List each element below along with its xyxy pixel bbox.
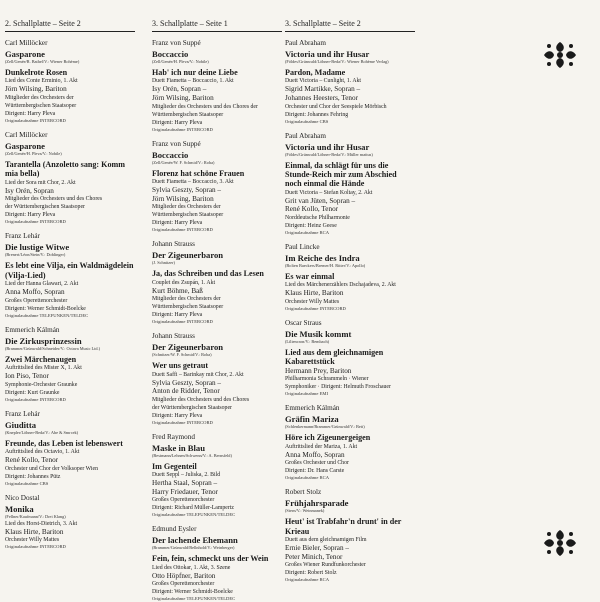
ensemble-line: Mitglieder des Orchesters der: [152, 296, 221, 303]
composer-name: Franz von Suppé: [152, 39, 201, 47]
track-entry: [152, 39, 282, 133]
recording-label: Originalaufnahme INTERCORD: [152, 419, 213, 425]
operetta-title: Boccaccio: [152, 149, 189, 160]
performer: Hermann Prey, Bariton: [285, 366, 352, 375]
track-title: Tarantella (Anzoletto sang: Komm mia bella): [5, 160, 125, 179]
track-title: Freunde, das Leben ist lebenswert: [5, 438, 123, 448]
recording-label: Originalaufnahme INTERCORD: [152, 126, 213, 132]
track-entry: [5, 39, 135, 124]
track-entry: [285, 243, 415, 312]
track-title: Höre ich Zigeunergeigen: [285, 433, 371, 443]
track-entry: [285, 404, 415, 481]
publisher-credit: (Schlenkermann/Brammer/Grünwald/V.: Bett): [285, 424, 365, 430]
performer: René Kollo, Tenor: [285, 205, 339, 214]
track-title: Fein, fein, schmeckt uns der Wein: [152, 554, 269, 564]
ensemble-line: Württembergischen Staatsoper: [152, 212, 224, 219]
track-title: Ja, das Schreiben und das Lesen: [152, 269, 264, 279]
operetta-title: Der Zigeunerbaron: [152, 342, 224, 353]
performer: Klaus Hirte, Bariton: [5, 527, 64, 536]
track-description: Lied des Horst-Dietrich, 3. Akt: [5, 520, 78, 527]
ensemble-line: Mitglieder des Orchesters der: [152, 204, 221, 211]
ensemble-line: Großes Orchester und Chor: [285, 460, 349, 467]
publisher-credit: (Bolten Baeckers/Bremer/H. Ritter/V.: Apollo): [285, 263, 366, 268]
ensemble-line: Württembergischen Staatsoper: [152, 111, 224, 118]
publisher-credit: (Fellner/Kaufmann/V.: Drei Klang): [5, 513, 66, 519]
publisher-credit: (Zell/Genée/H. Pleva/V.: Nobile): [152, 59, 209, 64]
operetta-title: Die Zirkusprinzessin: [5, 335, 82, 346]
operetta-title: Victoria und ihr Husar: [285, 141, 370, 152]
ensemble-line: Philharmonia Schrammeln · Wiener: [285, 376, 369, 383]
operetta-title: Der Zigeunerbaron: [152, 250, 224, 261]
ensemble-line: Großes Operettenorchester: [152, 581, 215, 588]
publisher-credit: (Brammer/Grünwald/Schneider/V.: Octava Music Ltd.): [5, 345, 101, 351]
ensemble-line: Dirigent: Robert Stolz: [285, 570, 337, 577]
track-description: Lied des Conte Erminio, 1. Akt: [5, 78, 78, 85]
publisher-credit: (Stern/V.: Weinmanek): [285, 508, 325, 514]
ensemble-line: Dirigent: Harry Pleva: [152, 119, 203, 126]
track-description: Auftrittslied des Mister X, 1. Akt: [5, 365, 82, 372]
operetta-title: Boccaccio: [152, 49, 189, 59]
performer: Isy Orén, Sopran –: [152, 85, 207, 94]
track-description: Duett Seppl – Juliska, 2. Bild: [152, 472, 221, 479]
track-entry: [152, 332, 282, 426]
operetta-title: Giuditta: [5, 419, 37, 430]
track-description: Duett Fiametta – Boccaccio, 1. Akt: [152, 78, 234, 85]
track-title: Heut' ist Trabfahr'n drunt' in der Krieau: [285, 517, 402, 536]
ensemble-line: Dirigent: Harry Pleva: [5, 212, 56, 219]
performer: René Kollo, Tenor: [5, 456, 59, 465]
track-title: Einmal, da schlägt für uns die Stunde-Reich mir zum Abschied noch einmal die Hände: [285, 160, 397, 189]
column-disc3-side2: [285, 0, 415, 583]
track-description: Duett aus dem gleichnamigen Film: [285, 537, 367, 544]
ensemble-line: Dirigent: Harry Pleva: [152, 412, 203, 419]
operetta-title: Gasparone: [5, 141, 45, 151]
track-title: Dunkelrote Rosen: [5, 68, 68, 77]
recording-label: Originalaufnahme INTERCORD: [5, 219, 66, 225]
track-title: Es lebt eine Vilja, ein Waldmägdelein (Vilja-Lied): [5, 261, 134, 280]
recording-label: Originalaufnahme INTERCORD: [285, 306, 346, 311]
composer-name: Emmerich Kálmán: [5, 325, 60, 334]
composer-name: Franz von Suppé: [152, 139, 201, 148]
composer-name: Franz Lehár: [5, 232, 40, 241]
composer-name: Fred Raymond: [152, 432, 195, 441]
track-entry: [5, 326, 135, 403]
ensemble-line: Dirigent: Heinz Geese: [285, 223, 337, 229]
track-title: Hab' ich nur deine Liebe: [152, 68, 238, 77]
track-description: Lied der Sora mit Chor, 2. Akt: [5, 179, 76, 186]
recording-label: Originalaufnahme TELEFUNKEN/TELDEC: [152, 596, 236, 602]
track-description: Duett Victoria – Cunlight, 1. Akt: [285, 78, 362, 85]
ensemble-line: der Württembergischen Staatsoper: [152, 404, 232, 411]
ensemble-line: Orchester Willy Mattes: [5, 537, 60, 544]
performer: Sylvia Geszty, Sopran –: [152, 186, 222, 194]
column-heading: 3. Schallplatte – Seite 2: [285, 18, 415, 32]
column-disc3-side1: [152, 0, 282, 602]
performer: Isy Orén, Sopran: [5, 186, 54, 195]
fleuron-ornament-icon: [540, 526, 580, 560]
track-entry: [152, 433, 282, 519]
recording-label: Originalaufnahme INTERCORD: [152, 227, 213, 233]
track-entry: [5, 232, 135, 318]
track-entry: [285, 488, 415, 583]
performer: Anna Moffo, Sopran: [285, 450, 345, 459]
ensemble-line: Großes Wiener Rundfunkorchester: [285, 562, 366, 569]
recording-label: Originalaufnahme RCA: [285, 475, 330, 481]
performer: Grit van Jüten, Sopran –: [285, 196, 356, 205]
ensemble-line: Dirigent: Harry Pleva: [5, 111, 56, 117]
publisher-credit: (Földes/Grünwald/Löhner-Beda/V.: Wiener Bohème Verlag): [285, 59, 389, 64]
ensemble-line: Dirigent: Johannes Fehring: [285, 111, 349, 118]
track-entry: [5, 410, 135, 487]
composer-name: Johann Strauss: [152, 332, 195, 341]
ensemble-line: Dirigent: Dr. Hans Carste: [285, 468, 345, 475]
ensemble-line: Dirigent: Kurt Graunke: [5, 389, 60, 396]
operetta-title: Im Reiche des Indra: [285, 253, 360, 263]
operetta-title: Frühjahrsparade: [285, 498, 349, 509]
ensemble-line: Dirigent: Harry Pleva: [152, 312, 203, 319]
publisher-credit: (J. Schnitzer): [152, 260, 175, 266]
composer-name: Paul Abraham: [285, 39, 326, 47]
ensemble-line: Dirigent: Harry Pleva: [152, 220, 203, 227]
track-description: Duett Fiametta – Boccaccio, 3. Akt: [152, 179, 234, 185]
ensemble-line: Orchester und Chor der Seespiele Mörbisch: [285, 103, 387, 110]
recording-label: Originalaufnahme CBS: [285, 118, 329, 124]
publisher-credit: (Brammer/Grünwald/Bellnhold/V.: Weinberger): [152, 545, 235, 551]
operetta-title: Die Musik kommt: [285, 329, 352, 339]
performer: Klaus Hirte, Bariton: [285, 289, 344, 298]
composer-name: Franz Lehár: [5, 409, 40, 418]
recording-label: Originalaufnahme RCA: [285, 577, 330, 583]
track-entry: [5, 494, 135, 551]
ensemble-line: Mitglieder des Orchesters und des Chores der: [152, 103, 258, 110]
composer-name: Johann Strauss: [152, 240, 195, 249]
publisher-credit: (Zell/Genée/H. Pleva/V.: Nobile): [5, 151, 62, 156]
recording-label: Originalaufnahme TELEFUNKEN/TELDEC: [5, 312, 89, 318]
ensemble-line: Symphonie-Orchester Graunke: [5, 381, 78, 388]
publisher-credit: (Brenert/Léon/Stein/V.: Doblinger): [5, 252, 66, 258]
ensemble-line: Norddeutsche Philharmonie: [285, 215, 350, 221]
performer: Jörn Wilsing, Bariton: [152, 194, 214, 203]
column-disc2-side2: [5, 0, 135, 550]
publisher-credit: (Bestmann/Lehnen/Schwenn/V.: A. Bernsfeld): [152, 452, 232, 458]
performer: Jörn Wilsing, Bariton: [5, 85, 67, 94]
track-description: Auftrittslied der Mariza, 1. Akt: [285, 443, 358, 450]
track-title: Es war einmal: [285, 272, 335, 281]
ensemble-line: Württembergischen Staatsoper: [152, 304, 224, 311]
track-description: Lied des Ottokar, 1. Akt, 3. Szene: [152, 564, 231, 571]
track-title: Florenz hat schöne Frauen: [152, 168, 245, 178]
performer: Anton de Ridder, Tenor: [152, 387, 220, 396]
performer: Jörn Wilsing, Bariton: [152, 94, 214, 102]
track-entry: [285, 319, 415, 397]
ensemble-line: Württembergischen Staatsoper: [5, 103, 77, 109]
track-entry: [285, 132, 415, 236]
composer-name: Paul Abraham: [285, 131, 326, 140]
ensemble-line: Dirigent: Werner Schmidt-Boelcke: [152, 589, 233, 596]
ensemble-line: Dirigent: Johannes Pütz: [5, 473, 61, 480]
composer-name: Oscar Straus: [285, 319, 322, 327]
performer: Johannes Heesters, Tenor: [285, 94, 359, 102]
performer: Hertha Staal, Sopran –: [152, 479, 218, 488]
publisher-credit: (Knepler/Löhner-Beda/V.: Abe & Smrcek): [5, 429, 79, 435]
performer: Kurt Böhme, Baß: [152, 286, 203, 295]
track-title: Pardon, Madame: [285, 68, 346, 77]
track-entry: [152, 240, 282, 325]
fleuron-ornament-icon: [540, 38, 580, 72]
ensemble-line: Großes Operettenorchester: [152, 497, 215, 504]
publisher-credit: (Schnitzer/W. F. Schmid/V.: Roba): [152, 352, 212, 358]
track-description: Duett Saffi – Barinkay mit Chor, 2. Akt: [152, 371, 244, 378]
ensemble-line: der Württembergischen Staatsoper: [5, 204, 85, 211]
composer-name: Nico Dostal: [5, 493, 40, 502]
performer: Anna Moffo, Sopran: [5, 288, 65, 297]
column-heading: 2. Schallplatte – Seite 2: [5, 18, 135, 32]
publisher-credit: (Zell/Genée/W. F. Schmid/V.: Roba): [152, 159, 215, 165]
operetta-title: Die lustige Witwe: [5, 242, 70, 253]
ensemble-line: Großes Operettenorchester: [5, 297, 68, 304]
operetta-title: Gasparone: [5, 49, 45, 59]
track-entry: [5, 131, 135, 225]
recording-label: Originalaufnahme INTERCORD: [5, 396, 66, 402]
recording-label: Originalaufnahme TELEFUNKEN/TELDEC: [152, 512, 236, 518]
recording-label: Originalaufnahme RCA: [285, 230, 330, 235]
ensemble-line: Mitglieder des Orchesters der: [5, 95, 74, 101]
recording-label: Originalaufnahme INTERCORD: [5, 118, 66, 123]
performer: Harry Friedauer, Tenor: [152, 487, 218, 496]
operetta-title: Victoria und ihr Husar: [285, 49, 370, 59]
composer-name: Carl Millöcker: [5, 131, 48, 139]
ensemble-line: Orchester und Chor der Volksoper Wien: [5, 465, 98, 472]
ensemble-line: Symphoniker · Dirigent: Helmuth Froschauer: [285, 384, 391, 391]
ensemble-line: Dirigent: Richard Müller-Lampertz: [152, 505, 234, 512]
track-entry: [152, 140, 282, 234]
operetta-title: Gräfin Mariza: [285, 414, 339, 425]
track-title: Wer uns getraut: [152, 361, 209, 371]
performer: Otto Höpfner, Bariton: [152, 571, 216, 580]
track-title: Zwei Märchenaugen: [5, 354, 77, 364]
composer-name: Edmund Eysler: [152, 525, 197, 534]
column-heading: 3. Schallplatte – Seite 1: [152, 18, 282, 32]
track-description: Couplet des Zsupán, 1. Akt: [152, 279, 216, 286]
publisher-credit: (Zell/Genée/R. Bathel/V.: Wiener Bohème): [5, 59, 80, 64]
performer: Sylvia Geszty, Sopran –: [152, 378, 222, 387]
ensemble-line: Mitglieder des Orchesters und des Chores: [152, 396, 250, 403]
operetta-title: Der lachende Ehemann: [152, 535, 238, 546]
recording-label: Originalaufnahme CBS: [5, 480, 49, 486]
recording-label: Originalaufnahme EMI: [285, 391, 328, 397]
performer: Ion Piso, Tenor: [5, 372, 49, 381]
operetta-title: Maske in Blau: [152, 442, 206, 453]
track-entry: [285, 39, 415, 125]
performer: Sigrid Martikke, Sopran –: [285, 85, 361, 94]
track-description: Auftrittslied des Octavio, 1. Akt: [5, 449, 80, 456]
performer: Ernie Bieler, Sopran –: [285, 544, 349, 553]
publisher-credit: (Földes/Grünwald/Löhner-Beda/V.: Müller mattus): [285, 151, 373, 157]
recording-label: Originalaufnahme INTERCORD: [152, 319, 213, 325]
composer-name: Emmerich Kálmán: [285, 404, 340, 413]
track-title: Lied aus dem gleichnamigen Kabarettstück: [285, 348, 384, 367]
track-description: Lied des Märchenerzählers Dschajadeva, 2. Akt: [285, 282, 396, 289]
composer-name: Carl Millöcker: [5, 39, 48, 47]
operetta-title: Monika: [5, 503, 34, 514]
publisher-credit: (Liliencron/V.: Bembach): [285, 339, 330, 344]
recording-label: Originalaufnahme INTERCORD: [5, 544, 66, 550]
performer: Peter Minich, Tenor: [285, 552, 343, 561]
track-title: Im Gegenteil: [152, 461, 197, 471]
track-description: Lied der Hanna Glawari, 2. Akt: [5, 281, 79, 288]
composer-name: Paul Lincke: [285, 243, 320, 251]
composer-name: Robert Stolz: [285, 488, 322, 497]
track-description: Duett Victoria – Stefan Koltay, 2. Akt: [285, 189, 373, 196]
ensemble-line: Orchester Willy Mattes: [285, 299, 340, 305]
track-entry: [152, 525, 282, 602]
ensemble-line: Mitglieder des Orchesters und des Chores: [5, 196, 103, 203]
ensemble-line: Dirigent: Werner Schmidt-Boelcke: [5, 305, 86, 312]
